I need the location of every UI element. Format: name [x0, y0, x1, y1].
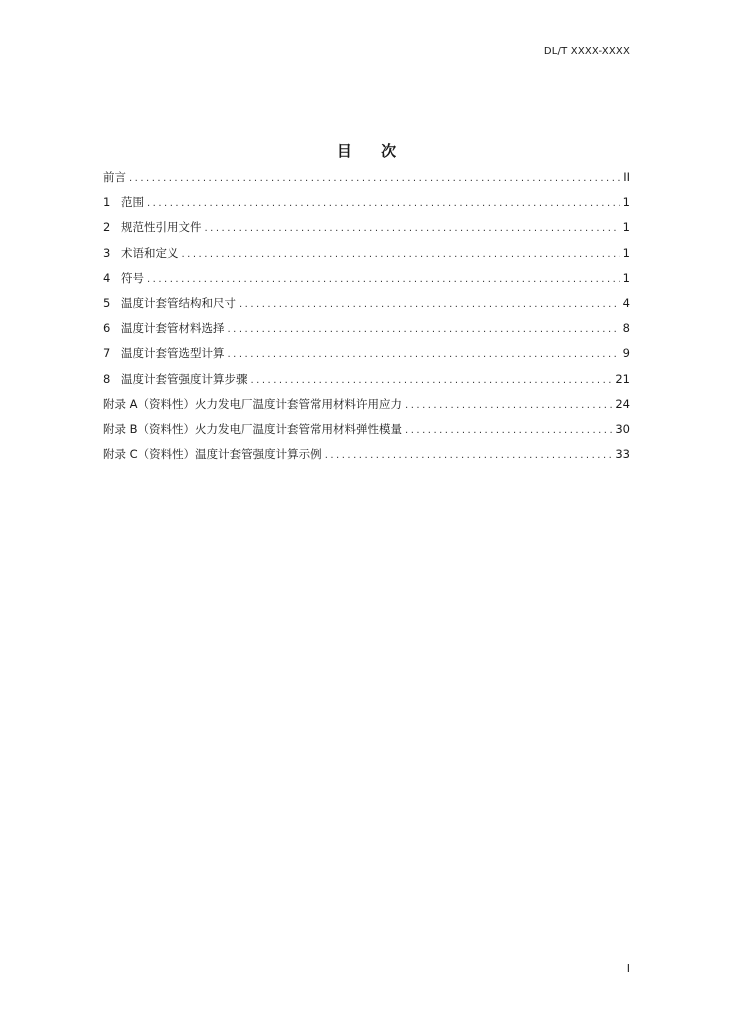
toc-entry-number: 8 — [103, 371, 111, 386]
toc-entry-preface[interactable] — [103, 165, 630, 190]
toc-dot-leader — [129, 166, 620, 191]
toc-dot-leader — [405, 418, 612, 443]
toc-entry-number: 7 — [103, 346, 111, 361]
toc-entry-7[interactable] — [103, 341, 630, 366]
toc-entry-label: 温度计套管强度计算步骤 — [121, 371, 248, 386]
toc-entry-page: 1 — [622, 270, 630, 285]
toc-entry-page: II — [623, 170, 630, 184]
toc-dot-leader — [405, 393, 612, 418]
toc-entry-page: 8 — [622, 321, 630, 336]
toc-dot-leader — [228, 317, 620, 342]
toc-entry-label: 前言 — [103, 170, 126, 184]
toc-entry-label: 附录 B（资料性）火力发电厂温度计套管常用材料弹性模量 — [103, 421, 403, 436]
toc-entry-label: 附录 A（资料性）火力发电厂温度计套管常用材料许用应力 — [103, 396, 403, 411]
toc-dot-leader — [182, 242, 620, 267]
toc-entry-number: 2 — [103, 220, 111, 235]
toc-entry-number: 6 — [103, 321, 111, 336]
toc-dot-leader — [228, 342, 620, 367]
toc-dot-leader — [147, 191, 620, 216]
toc-entry-label: 符号 — [121, 270, 144, 285]
toc-entry-appendix-a[interactable] — [103, 392, 630, 417]
toc-entry-label: 温度计套管材料选择 — [121, 321, 225, 336]
toc-entry-page: 1 — [622, 220, 630, 235]
toc-entry-label: 规范性引用文件 — [121, 220, 202, 235]
toc-entry-5[interactable] — [103, 291, 630, 316]
toc-entry-2[interactable] — [103, 215, 630, 240]
toc-dot-leader — [251, 368, 613, 393]
toc-entry-8[interactable] — [103, 367, 630, 392]
toc-entry-number: 5 — [103, 295, 111, 310]
toc-entry-appendix-b[interactable] — [103, 417, 630, 442]
toc-dot-leader — [325, 443, 613, 468]
page-number: I — [626, 962, 630, 975]
toc-dot-leader — [205, 216, 620, 241]
toc-dot-leader — [147, 267, 620, 292]
toc-entry-label: 温度计套管选型计算 — [121, 346, 225, 361]
toc-entry-page: 30 — [615, 421, 630, 436]
toc-entry-page: 1 — [622, 245, 630, 260]
toc-entry-number: 4 — [103, 270, 111, 285]
toc-entry-label: 温度计套管结构和尺寸 — [121, 295, 236, 310]
table-of-contents — [103, 165, 630, 467]
toc-entry-3[interactable] — [103, 241, 630, 266]
toc-entry-page: 21 — [615, 371, 630, 386]
toc-entry-page: 33 — [615, 447, 630, 462]
toc-entry-label: 范围 — [121, 195, 144, 210]
toc-entry-page: 1 — [622, 195, 630, 210]
toc-entry-appendix-c[interactable] — [103, 442, 630, 467]
toc-entry-4[interactable] — [103, 266, 630, 291]
toc-entry-page: 9 — [622, 346, 630, 361]
document-code: DL/T XXXX-XXXX — [543, 46, 630, 57]
toc-entry-number: 1 — [103, 195, 111, 210]
toc-title: 目 次 — [336, 142, 409, 160]
toc-entry-label: 附录 C（资料性）温度计套管强度计算示例 — [103, 447, 322, 462]
toc-entry-page: 24 — [615, 396, 630, 411]
toc-entry-label: 术语和定义 — [121, 245, 179, 260]
toc-entry-1[interactable] — [103, 190, 630, 215]
toc-entry-number: 3 — [103, 245, 111, 260]
toc-dot-leader — [239, 292, 620, 317]
toc-entry-6[interactable] — [103, 316, 630, 341]
toc-entry-page: 4 — [622, 295, 630, 310]
